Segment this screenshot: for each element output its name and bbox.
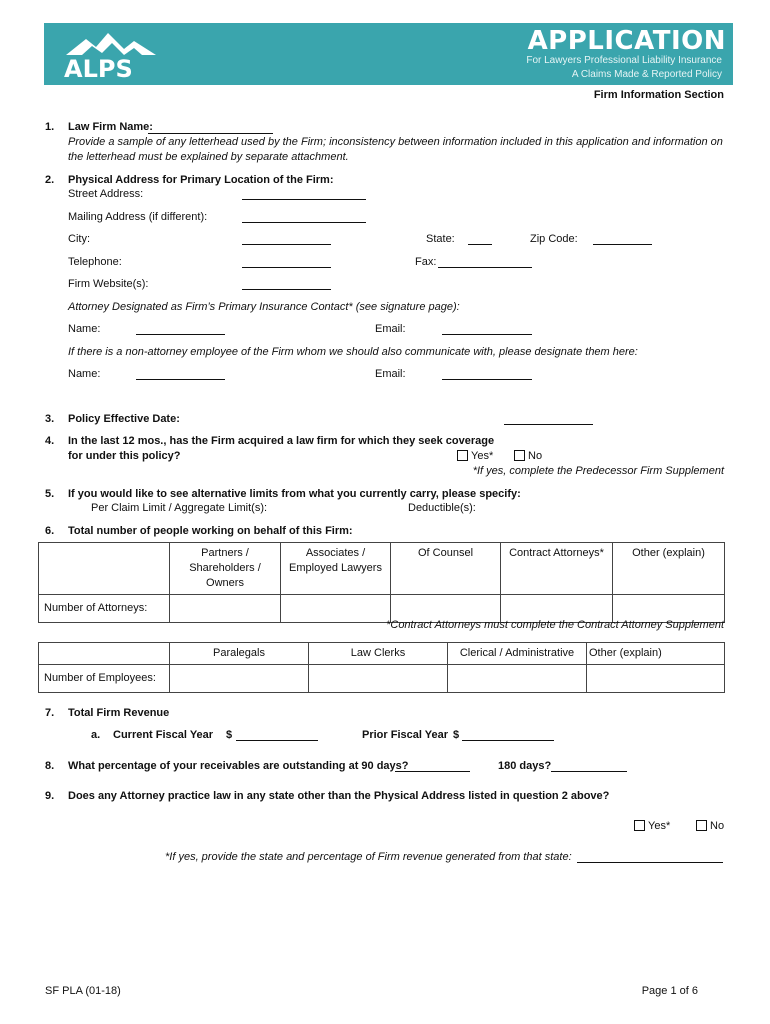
- state-field[interactable]: [468, 244, 492, 245]
- q9-no-label: No: [710, 820, 725, 832]
- employees-header-blank: [39, 643, 170, 665]
- telephone-field[interactable]: [242, 267, 331, 268]
- other-employees-count-cell[interactable]: [587, 665, 725, 693]
- current-currency-symbol: $: [226, 729, 233, 741]
- q1-note-line1: Provide a sample of any letterhead used by the Firm; inconsistency between information included in this application and information on: [68, 136, 723, 148]
- form-id: SF PLA (01-18): [45, 985, 121, 997]
- fax-field[interactable]: [438, 267, 532, 268]
- q4-yes-option[interactable]: [457, 450, 493, 462]
- header-other-attorneys: Other (explain): [613, 543, 725, 595]
- q8-label: What percentage of your receivables are outstanding at 90 days?: [68, 760, 409, 772]
- q3-label: Policy Effective Date:: [68, 413, 180, 425]
- website-field[interactable]: [242, 289, 331, 290]
- primary-contact-note: Attorney Designated as Firm’s Primary Insurance Contact* (see signature page):: [68, 301, 460, 313]
- q9-yes-label: Yes*: [648, 820, 671, 832]
- header-clerical: Clerical / Administrative: [448, 643, 587, 665]
- prior-revenue-field[interactable]: [462, 740, 554, 741]
- q4-note: *If yes, complete the Predecessor Firm Supplement: [472, 465, 724, 477]
- q4-line1: In the last 12 mos., has the Firm acquired a law firm for which they seek coverage: [68, 435, 495, 447]
- zip-label: Zip Code:: [530, 233, 578, 245]
- q9-no-checkbox[interactable]: [696, 820, 707, 831]
- application-policy-type: A Claims Made & Reported Policy: [571, 69, 722, 80]
- paralegals-count-cell[interactable]: [170, 665, 309, 693]
- receivables-180-label: 180 days?: [498, 760, 552, 772]
- q7-number: 7.: [45, 707, 55, 719]
- q6-label: Total number of people working on behalf of this Firm:: [68, 525, 353, 537]
- q1-note-line2: the letterhead must be explained by separate attachment.: [68, 151, 349, 163]
- policy-effective-date-field[interactable]: [504, 424, 593, 425]
- receivables-90-field[interactable]: [395, 771, 470, 772]
- q6-number: 6.: [45, 525, 55, 537]
- mailing-address-field[interactable]: [242, 222, 366, 223]
- q9-note: *If yes, provide the state and percentage of Firm revenue generated from that state:: [165, 851, 572, 863]
- contact-name-label: Name:: [68, 323, 101, 335]
- employee-email-field[interactable]: [442, 379, 532, 380]
- website-label: Firm Website(s):: [68, 278, 149, 290]
- zip-field[interactable]: [593, 244, 652, 245]
- section-title: Firm Information Section: [593, 89, 724, 101]
- deductible-label: Deductible(s):: [408, 502, 476, 514]
- header-law-clerks: Law Clerks: [309, 643, 448, 665]
- q4-no-checkbox[interactable]: [514, 450, 525, 461]
- contact-name-field[interactable]: [136, 334, 225, 335]
- q4-yes-checkbox[interactable]: [457, 450, 468, 461]
- employee-name-field[interactable]: [136, 379, 225, 380]
- associates-count-cell[interactable]: [281, 595, 391, 623]
- q9-yes-checkbox[interactable]: [634, 820, 645, 831]
- fax-label: Fax:: [415, 256, 437, 268]
- page-number: Page 1 of 6: [641, 985, 698, 997]
- state-label: State:: [426, 233, 455, 245]
- q5-number: 5.: [45, 488, 55, 500]
- q7a-letter: a.: [91, 729, 101, 741]
- contract-attorney-note: *Contract Attorneys must complete the Contract Attorney Supplement: [386, 619, 724, 631]
- number-of-employees-label: Number of Employees:: [39, 665, 170, 693]
- city-label: City:: [68, 233, 90, 245]
- employee-name-label: Name:: [68, 368, 101, 380]
- svg-text:ALPS: ALPS: [64, 55, 133, 81]
- q5-label: If you would like to see alternative limits from what you currently carry, please specify:: [68, 488, 521, 500]
- number-of-attorneys-label: Number of Attorneys:: [39, 595, 170, 623]
- q3-number: 3.: [45, 413, 55, 425]
- q1-number: 1.: [45, 121, 55, 133]
- q4-no-option[interactable]: [514, 450, 542, 462]
- application-title: APPLICATION: [527, 26, 726, 56]
- law-firm-name-field[interactable]: [148, 133, 273, 134]
- q9-number: 9.: [45, 790, 55, 802]
- q7-label: Total Firm Revenue: [68, 707, 170, 719]
- mailing-address-label: Mailing Address (if different):: [68, 211, 208, 223]
- q1-label: Law Firm Name:: [68, 121, 153, 133]
- current-fiscal-year-label: Current Fiscal Year: [113, 729, 214, 741]
- q9-label: Does any Attorney practice law in any state other than the Physical Address listed in question 2 above?: [68, 790, 610, 802]
- city-field[interactable]: [242, 244, 331, 245]
- current-revenue-field[interactable]: [236, 740, 318, 741]
- header-of-counsel: Of Counsel: [391, 543, 501, 595]
- employees-table: [38, 642, 725, 693]
- limit-label: Per Claim Limit / Aggregate Limit(s):: [91, 502, 268, 514]
- attorneys-header-blank: [39, 543, 170, 595]
- q9-no-option[interactable]: [696, 820, 724, 832]
- attorneys-table: [38, 542, 725, 623]
- receivables-180-field[interactable]: [551, 771, 627, 772]
- q8-number: 8.: [45, 760, 55, 772]
- q2-number: 2.: [45, 174, 55, 186]
- q4-yes-label: Yes*: [471, 450, 494, 462]
- header-associates: Associates / Employed Lawyers: [281, 543, 391, 595]
- telephone-label: Telephone:: [68, 256, 122, 268]
- q4-line2: for under this policy?: [68, 450, 181, 462]
- header-other-employees: Other (explain): [587, 643, 725, 665]
- clerical-count-cell[interactable]: [448, 665, 587, 693]
- partners-count-cell[interactable]: [170, 595, 281, 623]
- employee-email-label: Email:: [375, 368, 406, 380]
- other-state-revenue-field[interactable]: [577, 862, 723, 863]
- header-contract-attorneys: Contract Attorneys*: [501, 543, 613, 595]
- prior-fiscal-year-label: Prior Fiscal Year: [362, 729, 449, 741]
- header-paralegals: Paralegals: [170, 643, 309, 665]
- contact-email-field[interactable]: [442, 334, 532, 335]
- q4-no-label: No: [528, 450, 543, 462]
- header-partners: Partners / Shareholders / Owners: [170, 543, 281, 595]
- q2-label: Physical Address for Primary Location of the Firm:: [68, 174, 334, 186]
- non-attorney-note: If there is a non-attorney employee of the Firm whom we should also communicate with, please designate them here:: [68, 346, 638, 358]
- q4-number: 4.: [45, 435, 55, 447]
- street-address-field[interactable]: [242, 199, 366, 200]
- contact-email-label: Email:: [375, 323, 406, 335]
- street-address-label: Street Address:: [68, 188, 144, 200]
- prior-currency-symbol: $: [453, 729, 460, 741]
- law-clerks-count-cell[interactable]: [309, 665, 448, 693]
- q9-yes-option[interactable]: [634, 820, 670, 832]
- alps-logo: [62, 29, 172, 81]
- application-subtitle: For Lawyers Professional Liability Insurance: [526, 55, 722, 66]
